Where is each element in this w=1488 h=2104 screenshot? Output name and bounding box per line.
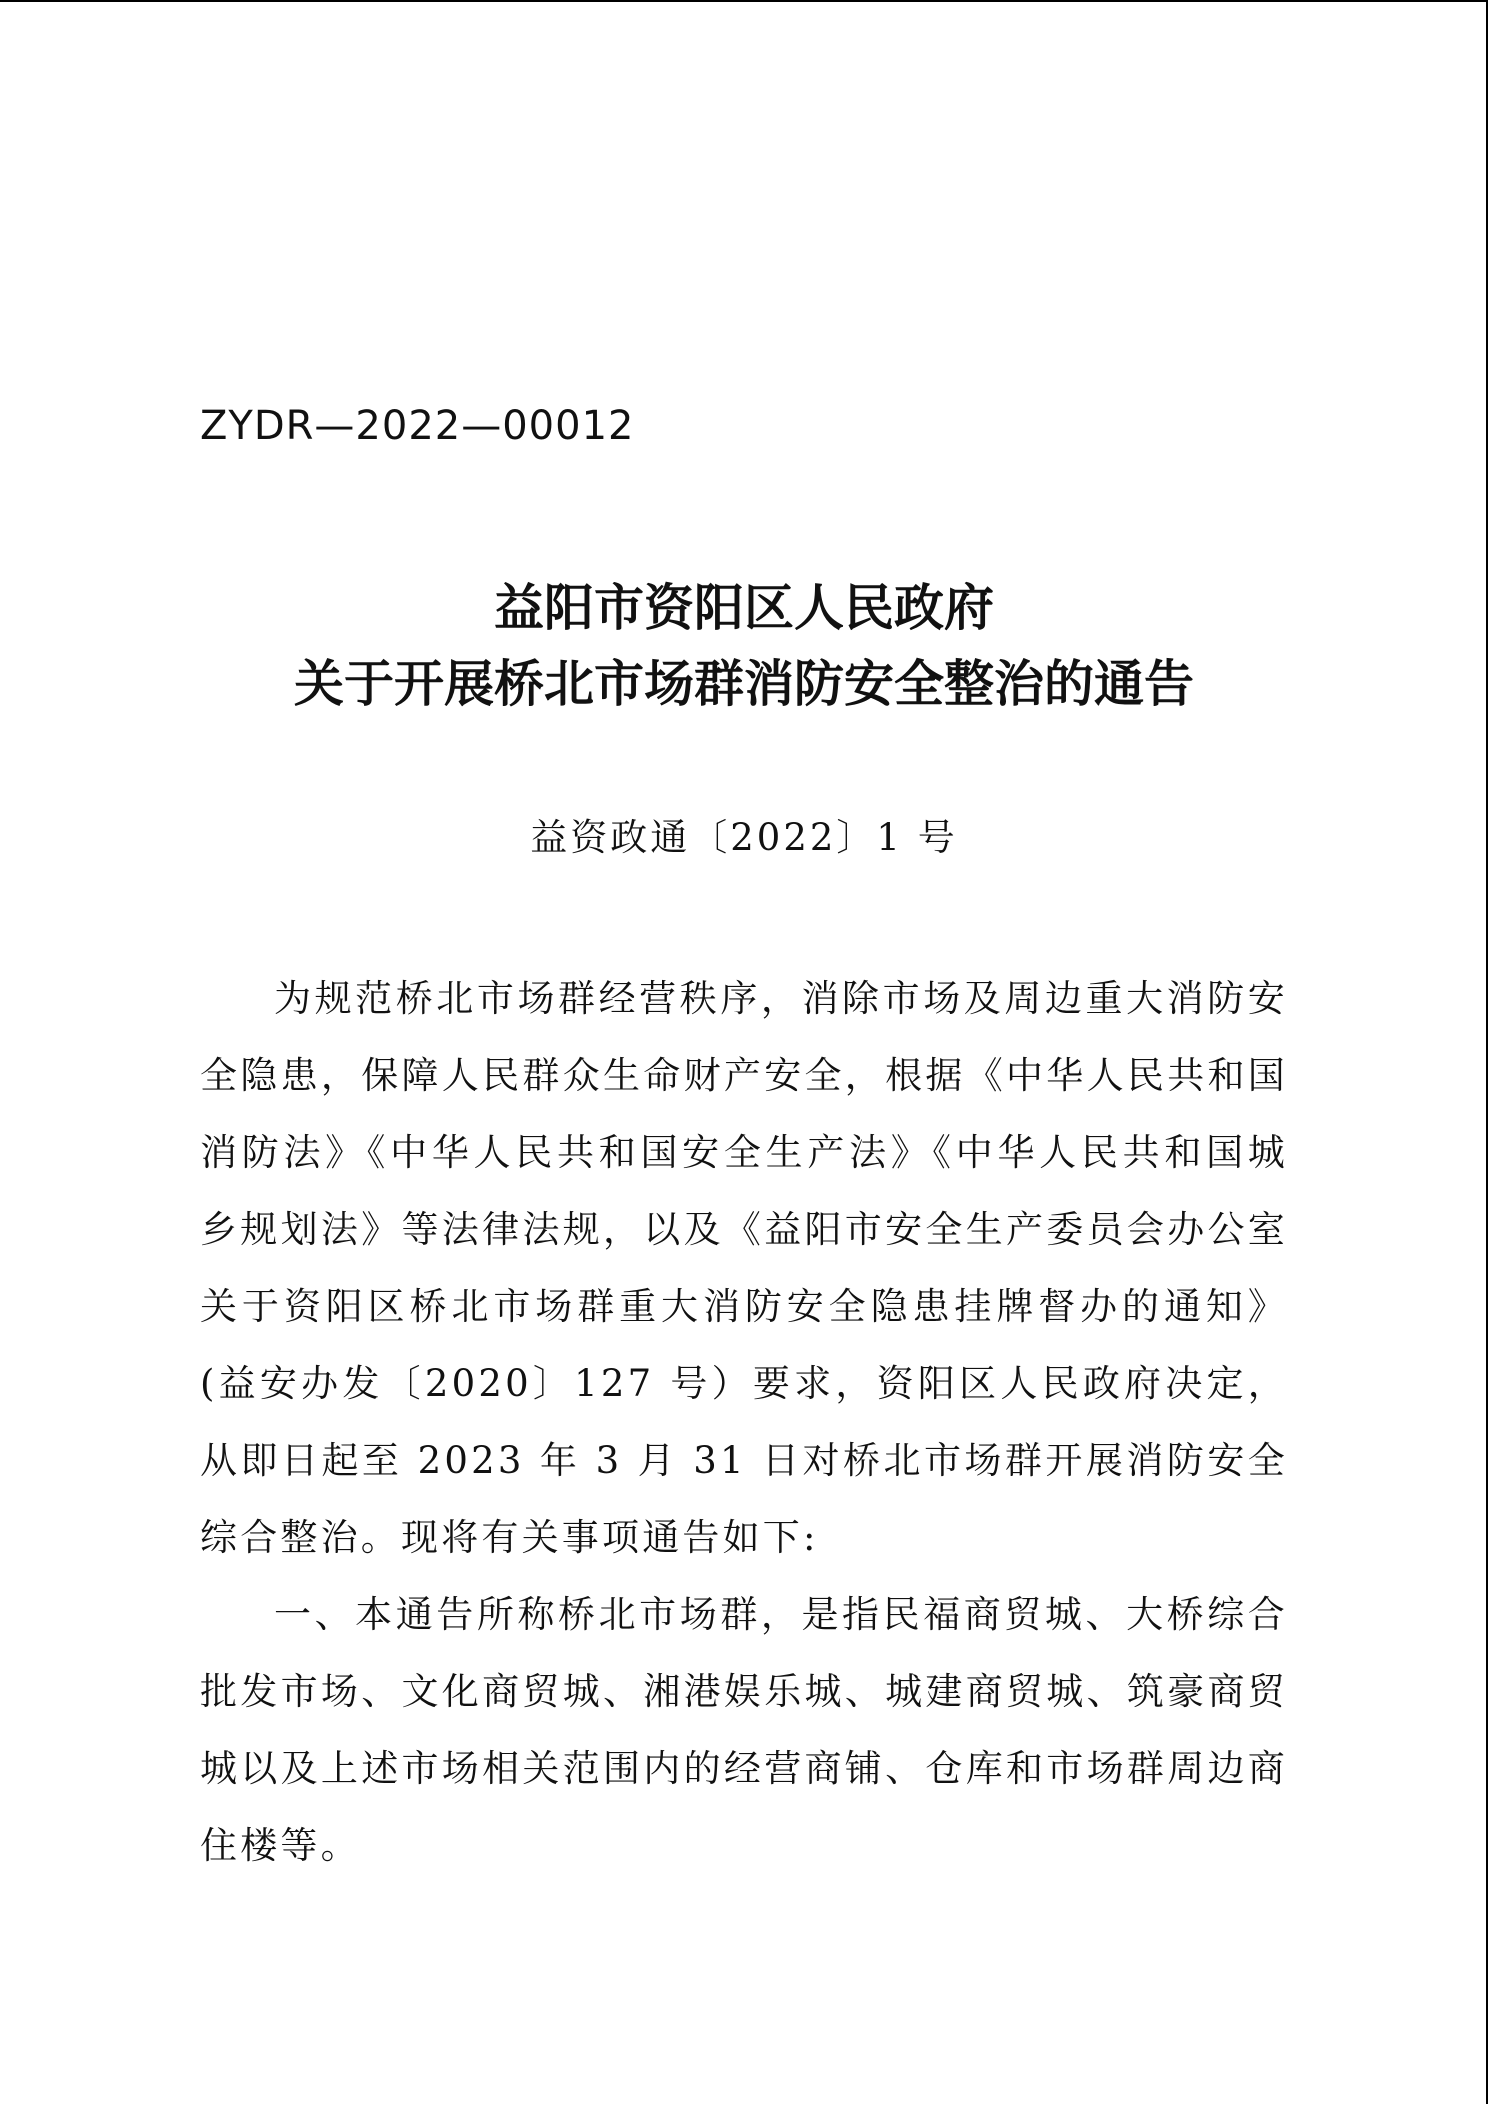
body-paragraph-intro: 为规范桥北市场群经营秩序，消除市场及周边重大消防安全隐患，保障人民群众生命财产安全，根据《中华人民共和国消防法》《中华人民共和国安全生产法》《中华人民共和国城乡规划法》等法律法规，以及《益阳市安全生产委员会办公室关于资阳区桥北市场群重大消防安全隐患挂牌督办的通知》(益安办发〔2020〕127 号）要求，资阳区人民政府决定，从即日起至 2023 年 3 月 31 日对桥北市场群开展消防安全综合整治。现将有关事项通告如下:: [200, 977, 1288, 1559]
document-number: 益资政通〔2022〕1 号: [530, 816, 958, 859]
title-line-1: 益阳市资阳区人民政府: [494, 578, 994, 637]
document-id: ZYDR—2022—00012: [200, 403, 635, 449]
page-border-top: [0, 0, 1488, 2]
document-title: [0, 570, 1488, 722]
document-body: [200, 960, 1288, 1884]
body-paragraph-item-1: 一、本通告所称桥北市场群，是指民福商贸城、大桥综合批发市场、文化商贸城、湘港娱乐城、城建商贸城、筑豪商贸城以及上述市场相关范围内的经营商铺、仓库和市场群周边商住楼等。: [200, 1593, 1288, 1867]
title-line-2: 关于开展桥北市场群消防安全整治的通告: [294, 654, 1194, 713]
